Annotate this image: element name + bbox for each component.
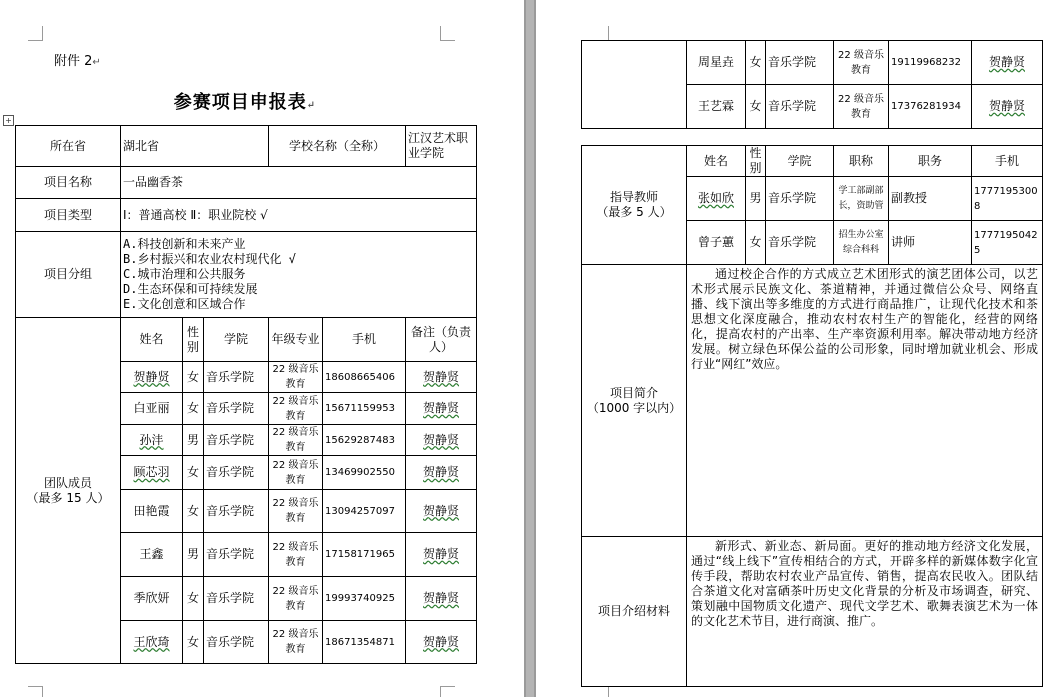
advisor-label-note: （最多 5 人） [596, 205, 672, 219]
team-header-grade: 年级专业 [269, 318, 323, 362]
member-gender[interactable]: 女 [746, 85, 766, 129]
member-grade[interactable]: 22 级音乐教育 [269, 621, 323, 664]
member-phone[interactable]: 19119968232 [889, 41, 972, 85]
member-college[interactable]: 音乐学院 [204, 621, 269, 664]
advisor-name[interactable]: 张如欣 [687, 177, 746, 221]
summary-label-note: （1000 字以内） [586, 400, 682, 415]
crop-mark [440, 686, 455, 697]
member-note[interactable]: 贺静贤 [406, 621, 477, 664]
crop-mark [28, 686, 43, 697]
materials-row [582, 537, 1043, 687]
province-value[interactable]: 湖北省 [121, 126, 269, 167]
member-grade[interactable]: 22 级音乐教育 [269, 362, 323, 393]
team-header-row [16, 318, 477, 362]
table-row [582, 41, 1043, 85]
advisor-position[interactable]: 副教授 [889, 177, 972, 221]
spacer-cell [582, 129, 1043, 146]
member-grade[interactable]: 22 级音乐教育 [269, 425, 323, 456]
member-name[interactable]: 季欣妍 [121, 577, 183, 621]
summary-text[interactable] [687, 265, 1043, 537]
project-group-row [16, 232, 477, 318]
member-college[interactable]: 音乐学院 [204, 362, 269, 393]
member-college[interactable]: 音乐学院 [204, 577, 269, 621]
member-phone[interactable]: 13094257097 [323, 490, 406, 533]
spacer-row [582, 129, 1043, 146]
team-header-college: 学院 [204, 318, 269, 362]
member-note[interactable]: 贺静贤 [972, 41, 1043, 85]
group-option-b[interactable]: B.乡村振兴和农业农村现代化 √ [123, 252, 296, 266]
advisor-name[interactable]: 曾子蕙 [687, 221, 746, 265]
school-value[interactable]: 江汉艺术职业学院 [406, 126, 477, 167]
application-table [15, 125, 477, 664]
member-phone[interactable]: 18608665406 [323, 362, 406, 393]
member-college[interactable]: 音乐学院 [766, 41, 834, 85]
team-header-note: 备注（负责人） [406, 318, 477, 362]
group-option-c[interactable]: C.城市治理和公共服务 [123, 267, 246, 281]
member-gender[interactable]: 女 [183, 456, 204, 490]
summary-label-text: 项目简介 [609, 385, 658, 400]
member-phone[interactable]: 17376281934 [889, 85, 972, 129]
member-college[interactable]: 音乐学院 [204, 456, 269, 490]
summary-row [582, 265, 1043, 537]
project-type-value[interactable]: Ⅰ：普通高校 Ⅱ：职业院校 √ [121, 199, 477, 232]
member-note[interactable]: 贺静贤 [406, 425, 477, 456]
member-college[interactable]: 音乐学院 [204, 393, 269, 425]
member-gender[interactable]: 女 [183, 362, 204, 393]
member-note[interactable]: 贺静贤 [406, 577, 477, 621]
page-title: 参赛项目申报表↵ [173, 92, 317, 113]
member-phone[interactable]: 17158171965 [323, 533, 406, 577]
advisor-phone[interactable]: 17771950425 [972, 221, 1043, 265]
member-gender[interactable]: 女 [746, 41, 766, 85]
advisor-header-college: 学院 [766, 146, 834, 177]
advisor-title[interactable]: 学工部副部长，资助管 [834, 177, 889, 221]
group-option-d[interactable]: D.生态环保和可持续发展 [123, 282, 258, 296]
member-note[interactable]: 贺静贤 [406, 362, 477, 393]
project-name-label: 项目名称 [16, 167, 121, 199]
member-gender[interactable]: 女 [183, 393, 204, 425]
summary-paragraph: 通过校企合作的方式成立艺术团形式的演艺团体公司，以艺术形式展示民族文化、茶道精神，并通过微信公众号、网络直播、线下演出等多维度的方式进行商品推广，让现代化技术和茶思想文化深度融合，推动农村农村生产的智能化，经营的网络化，提高农村的产出率、生产率资源利用率。解决带动地方经济发展。树立绿色环保公益的公司形象，同时增加就业机会、形成行业“网红”效应。 [691, 267, 1038, 371]
advisor-header-gender: 性别 [746, 146, 766, 177]
member-name[interactable]: 田艳霞 [121, 490, 183, 533]
member-phone[interactable]: 15671159953 [323, 393, 406, 425]
member-gender[interactable]: 女 [183, 621, 204, 664]
member-name[interactable]: 王鑫 [121, 533, 183, 577]
advisor-phone[interactable]: 17771953008 [972, 177, 1043, 221]
member-gender[interactable]: 男 [183, 425, 204, 456]
materials-paragraph: 新形式、新业态、新局面。更好的推动地方经济文化发展，通过“线上线下”宣传相结合的方式，开辟多样的新媒体数字化宣传手段，帮助农村农业产品宣传、销售，提高农民收入。团队结合茶道文化对富硒茶叶历史文化背景的分析及市场调查，研究、策划融中国物质文化遗产、现代文学艺术、歌舞表演艺术为一体的文化艺术节目，进行商演、推广。 [691, 539, 1038, 628]
project-name-row [16, 167, 477, 199]
member-grade[interactable]: 22 级音乐教育 [269, 393, 323, 425]
member-name[interactable]: 白亚丽 [121, 393, 183, 425]
advisor-header-row [582, 146, 1043, 177]
advisor-college[interactable]: 音乐学院 [766, 177, 834, 221]
member-grade[interactable]: 22 级音乐教育 [834, 41, 889, 85]
member-gender[interactable]: 男 [183, 533, 204, 577]
application-table-continued [581, 40, 1043, 687]
member-name[interactable]: 王艺霖 [687, 85, 746, 129]
member-name[interactable]: 王欣琦 [121, 621, 183, 664]
team-header-name: 姓名 [121, 318, 183, 362]
page-gutter [524, 0, 536, 697]
member-phone[interactable]: 15629287483 [323, 425, 406, 456]
school-label: 学校名称（全称） [269, 126, 406, 167]
group-option-e[interactable]: E.文化创意和区域合作 [123, 297, 246, 311]
crop-mark [608, 26, 623, 41]
advisor-gender[interactable]: 男 [746, 177, 766, 221]
member-note[interactable]: 贺静贤 [406, 533, 477, 577]
project-group-options [121, 232, 477, 318]
member-grade[interactable]: 22 级音乐教育 [269, 533, 323, 577]
team-label-text: 团队成员 [43, 475, 92, 490]
table-move-handle[interactable]: + [3, 115, 14, 126]
crop-mark [440, 26, 455, 41]
member-name[interactable]: 孙沣 [121, 425, 183, 456]
summary-label [582, 265, 687, 537]
member-phone[interactable]: 19993740925 [323, 577, 406, 621]
advisor-label-text: 指导教师 [609, 190, 658, 204]
member-college[interactable]: 音乐学院 [204, 425, 269, 456]
materials-text[interactable] [687, 537, 1043, 687]
project-name-value[interactable]: 一品幽香茶 [121, 167, 477, 199]
member-note[interactable]: 贺静贤 [972, 85, 1043, 129]
annex-label: 附件 2↵ [54, 54, 101, 69]
advisor-header-name: 姓名 [687, 146, 746, 177]
member-name[interactable]: 周星垚 [687, 41, 746, 85]
member-grade[interactable]: 22 级音乐教育 [269, 490, 323, 533]
crop-mark [608, 686, 623, 697]
project-type-label: 项目类型 [16, 199, 121, 232]
province-row [16, 126, 477, 167]
member-phone[interactable]: 13469902550 [323, 456, 406, 490]
member-note[interactable]: 贺静贤 [406, 490, 477, 533]
member-college[interactable]: 音乐学院 [204, 533, 269, 577]
team-header-phone: 手机 [323, 318, 406, 362]
team-header-gender: 性别 [183, 318, 204, 362]
advisor-header-phone: 手机 [972, 146, 1043, 177]
advisor-label [582, 146, 687, 265]
province-label: 所在省 [16, 126, 121, 167]
member-grade[interactable]: 22 级音乐教育 [269, 456, 323, 490]
member-phone[interactable]: 18671354871 [323, 621, 406, 664]
advisor-position[interactable]: 讲师 [889, 221, 972, 265]
member-grade[interactable]: 22 级音乐教育 [269, 577, 323, 621]
member-name[interactable]: 贺静贤 [121, 362, 183, 393]
advisor-college[interactable]: 音乐学院 [766, 221, 834, 265]
materials-label: 项目介绍材料 [582, 537, 687, 687]
member-note[interactable]: 贺静贤 [406, 456, 477, 490]
advisor-title[interactable]: 招生办公室综合科科 [834, 221, 889, 265]
team-label-note: （最多 15 人） [26, 490, 110, 505]
group-option-a[interactable]: A.科技创新和未来产业 [123, 237, 246, 251]
member-college[interactable]: 音乐学院 [204, 490, 269, 533]
document-page-left [0, 0, 524, 697]
member-college[interactable]: 音乐学院 [766, 85, 834, 129]
member-name[interactable]: 顾芯羽 [121, 456, 183, 490]
advisor-header-title: 职称 [834, 146, 889, 177]
project-type-row [16, 199, 477, 232]
member-gender[interactable]: 女 [183, 490, 204, 533]
team-label [16, 318, 121, 664]
member-gender[interactable]: 女 [183, 577, 204, 621]
crop-mark [28, 26, 43, 41]
member-grade[interactable]: 22 级音乐教育 [834, 85, 889, 129]
team-label-continued [582, 41, 687, 129]
document-page-right [536, 0, 1049, 697]
project-group-label: 项目分组 [16, 232, 121, 318]
advisor-gender[interactable]: 女 [746, 221, 766, 265]
member-note[interactable]: 贺静贤 [406, 393, 477, 425]
advisor-header-position: 职务 [889, 146, 972, 177]
